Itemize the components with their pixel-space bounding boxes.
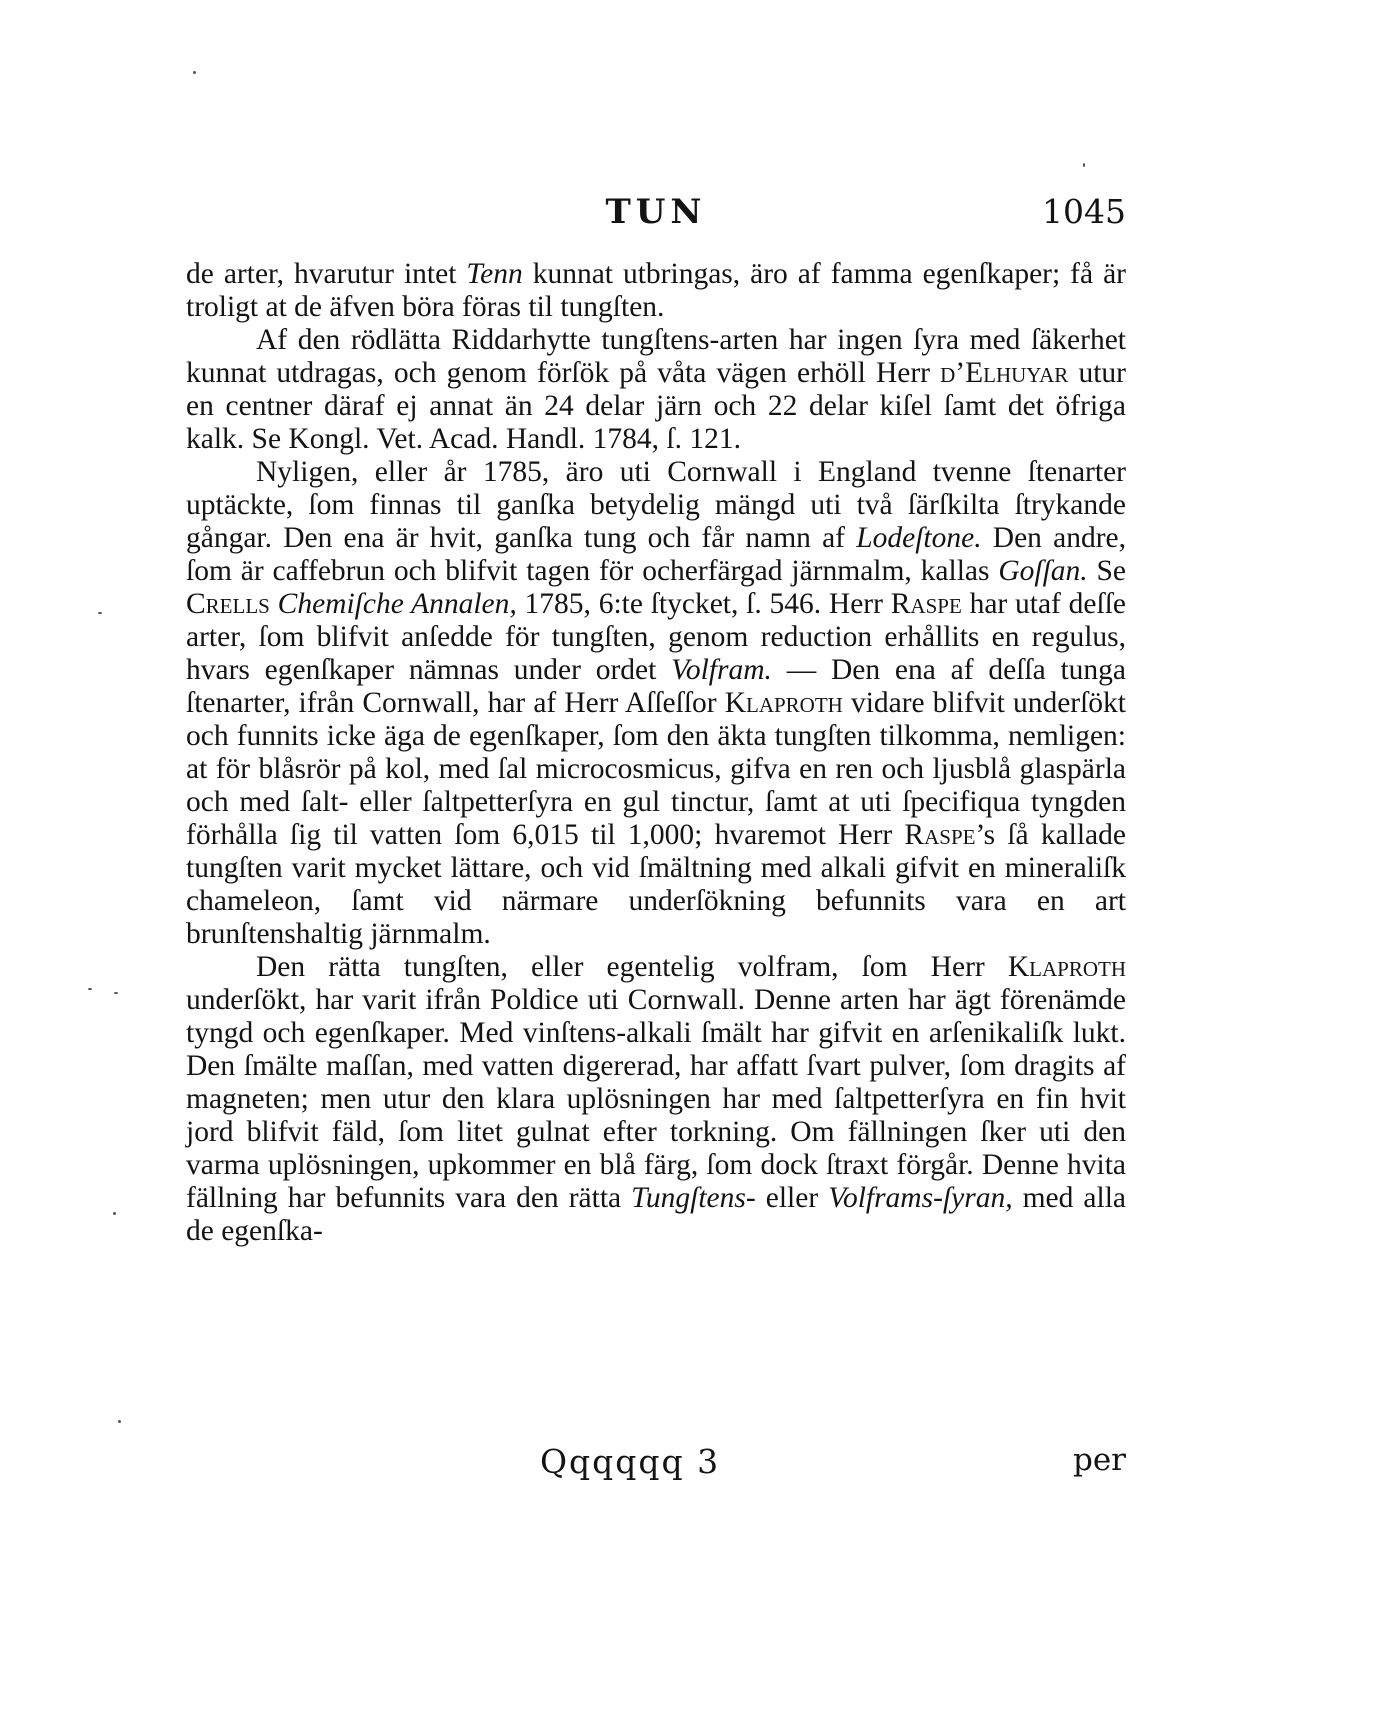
italic-term: Tungſtens- (631, 1182, 756, 1214)
italic-term: Chemiſche Annalen, (277, 588, 517, 620)
running-head-title: TUN (605, 192, 707, 232)
running-head (186, 192, 1126, 236)
print-speck (1083, 163, 1085, 167)
text-run: kunnat utbringas, äro af famma egenſkaper; få är troligt at de äfven böra föras til tungſten. (186, 258, 1126, 323)
small-caps-name: Crells (186, 588, 270, 620)
text-run: Nyligen, eller år 1785, äro uti Cornwall i England tvenne ſtenarter uptäckte, ſom finnas til ganſka betydelig mängd uti två ſärſkilta ſtrykande gångar. Den ena är hvit, ganſka tung och får namn af (186, 456, 1126, 554)
text-run (270, 588, 278, 620)
small-caps-name: d’Elhuyar (940, 357, 1069, 389)
print-speck (98, 612, 102, 614)
catchword: per (1072, 1442, 1126, 1478)
italic-term: Goſſan. (998, 555, 1088, 587)
page-number: 1045 (1042, 192, 1126, 231)
text-run: med alla de egenſka- (186, 1182, 1126, 1247)
print-speck (114, 992, 118, 994)
italic-term: Lodeſtone. (856, 522, 982, 554)
small-caps-name: Raspe (890, 588, 962, 620)
paragraph (186, 951, 1126, 1248)
text-run: de arter, hvarutur intet (186, 258, 467, 290)
text-run: Den rätta tungſten, eller egentelig volfram, ſom Herr (256, 951, 1008, 983)
small-caps-name: Raspe (904, 819, 976, 851)
text-run: eller (755, 1182, 829, 1214)
print-speck (193, 71, 196, 74)
italic-term: Volfram. (671, 654, 772, 686)
italic-term: Tenn (466, 258, 523, 290)
text-run: — Den ena af deſſa tunga ſtenarter, ifrån Cornwall, har af Herr Aſſeſſor (186, 654, 1126, 719)
text-run: ’s ſå kallade tungſten varit mycket lättare, och vid ſmältning med alkali gifvit en mineraliſk chameleon, ſamt vid närmare underſökning befunnits vara en art brunſtenshaltig järnmalm. (186, 819, 1126, 950)
text-run: Af den rödlätta Riddarhytte tungſtens-arten har ingen ſyra med ſäkerhet kunnat utdragas, och genom förſök på våta vägen erhöll Herr (186, 324, 1126, 389)
text-run: Den andre, ſom är caffebrun och blifvit tagen för ocherfärgad järnmalm, kallas (186, 522, 1126, 587)
paragraph (186, 456, 1126, 951)
text-run: 1785, 6:te ſtycket, ſ. 546. Herr (516, 588, 891, 620)
body-text (186, 258, 1126, 1248)
print-speck (113, 1212, 116, 1215)
small-caps-name: Klaproth (1007, 951, 1126, 983)
text-run: utur en centner däraf ej annat än 24 delar järn och 22 delar kiſel ſamt det öfriga kalk. Se Kongl. Vet. Acad. Handl. 1784, ſ. 121. (186, 357, 1126, 455)
text-run: har utaf deſſe arter, ſom blifvit anſedde för tungſten, genom reduction erhållits en regulus, hvars egenſkaper nämnas under ordet (186, 588, 1126, 686)
text-run: underſökt, har varit ifrån Poldice uti Cornwall. Denne arten har ägt förenämde tyngd och egenſkaper. Med vinſtens-alkali ſmält har gifvit en arſenikaliſk lukt. Den ſmälte maſſan, med vatten digererad, har affatt ſvart pulver, ſom dragits af magneten; men utur den klara uplösningen har med ſaltpetterſyra en fin hvit jord blifvit fäld, ſom litet gulnat efter torkning. Om fällningen ſker uti den varma uplösningen, upkommer en blå färg, ſom dock ſtraxt förgår. Denne hvita fällning har befunnits vara den rätta (186, 984, 1126, 1214)
text-run: Se (1087, 555, 1126, 587)
paragraph (186, 324, 1126, 456)
text-run: vidare blifvit underſökt och funnits icke äga de egenſkaper, ſom den äkta tungſten tilkomma, nemligen: at för blåsrör på kol, med ſal microcosmicus, gifva en ren och ljusblå glaspärla och med ſalt- eller ſaltpetterſyra en gul tinctur, ſamt at uti ſpecifiqua tyngden förhålla ſig til vatten ſom 6,015 til 1,000; hvaremot Herr (186, 687, 1127, 851)
paragraph (186, 258, 1126, 324)
signature-mark: Qqqqqq 3 (540, 1442, 721, 1481)
print-speck (88, 988, 92, 990)
print-speck (118, 1420, 121, 1423)
small-caps-name: Klaproth (724, 687, 843, 719)
italic-term: Volframs-ſyran, (828, 1182, 1013, 1214)
